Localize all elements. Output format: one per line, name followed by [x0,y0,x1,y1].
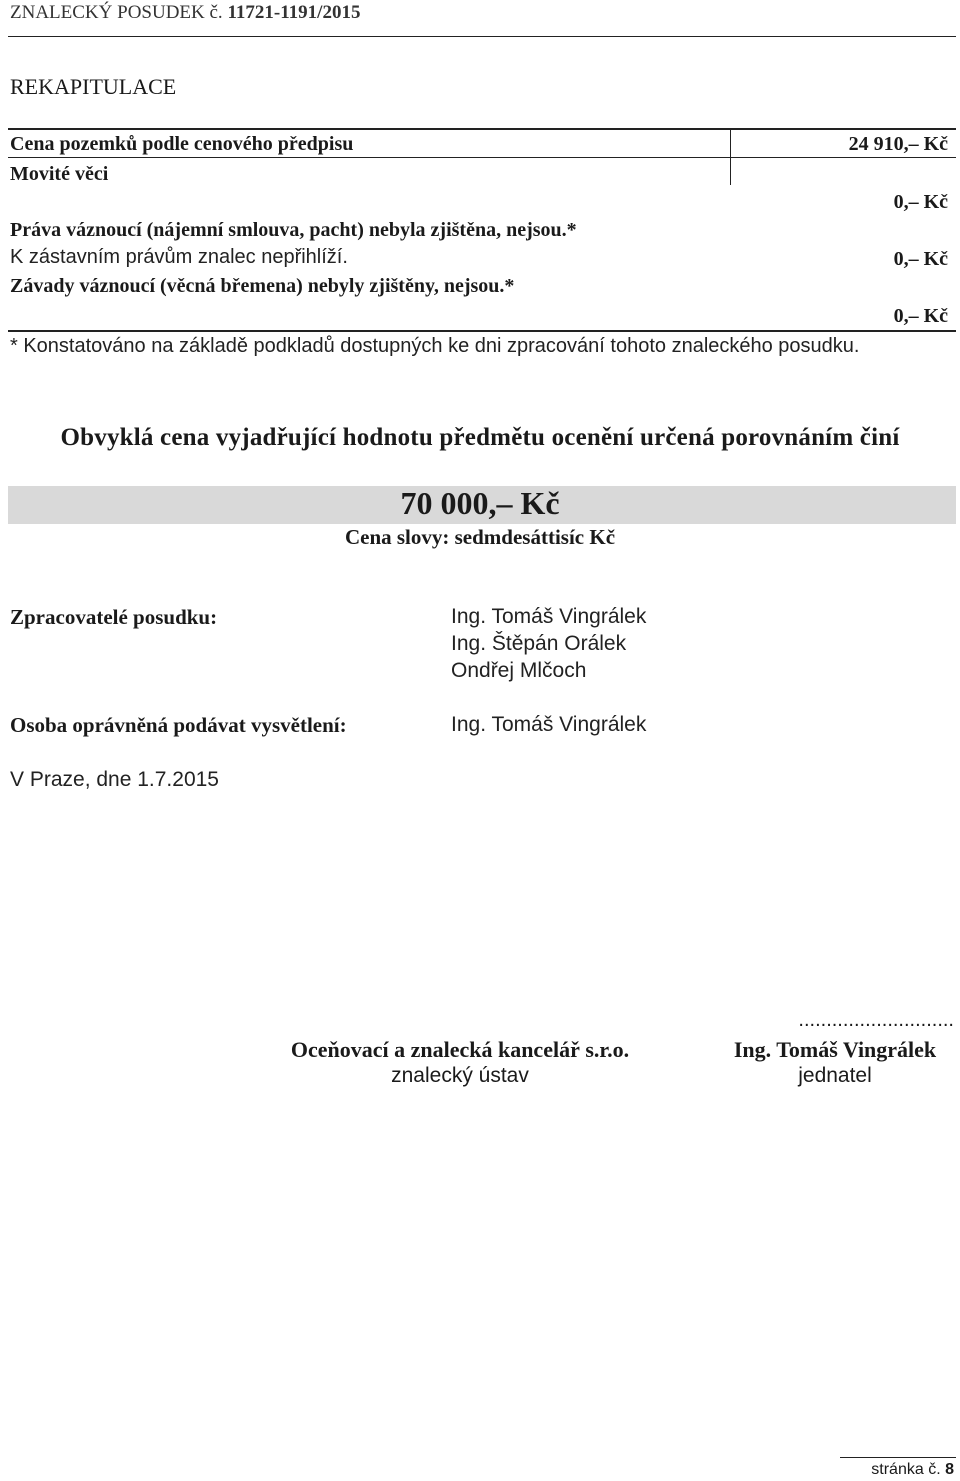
price-in-words: Cena slovy: sedmdesáttisíc Kč [344,525,616,549]
page-number-value: 8 [945,1461,954,1478]
signature-company: Oceňovací a znalecká kancelář s.r.o. [290,1037,630,1062]
page-number [871,1461,954,1479]
signature-person: Ing. Tomáš Vingrálek [733,1037,937,1062]
price-value: 70 000,– Kč [400,485,560,521]
authorized-person-label: Osoba oprávněná podávat vysvětlení: [10,713,347,737]
recap-table [8,128,956,332]
market-value-title: Obvyklá cena vyjadřující hodnotu předmětu ocenění určená porovnáním činí [60,424,900,451]
recap-title: REKAPITULACE [10,74,177,99]
header-number: 11721-1191/2015 [227,2,361,23]
signature-person-role: jednatel [798,1064,872,1087]
recap-row-sublabel: K zástavním právům znalec nepřihlíží. [10,246,348,268]
place-date: V Praze, dne 1.7.2015 [10,768,219,791]
author-name: Ing. Štěpán Orálek [451,632,627,655]
authorized-person-name: Ing. Tomáš Vingrálek [451,713,647,736]
document-header [10,2,360,24]
recap-row-label: Cena pozemků podle cenového předpisu [10,133,354,155]
signature-company-type: znalecký ústav [391,1064,529,1087]
recap-row-amount: 24 910,– Kč [848,133,948,155]
author-name: Ing. Tomáš Vingrálek [451,605,647,628]
recap-row-label: Práva váznoucí (nájemní smlouva, pacht) nebyla zjištěna, nejsou.* [10,219,577,241]
authors-label: Zpracovatelé posudku: [10,605,218,629]
recap-row-label: Závady váznoucí (věcná břemena) nebyly zjištěny, nejsou.* [10,275,515,297]
recap-footnote: * Konstatováno na základě podkladů dostupných ke dni zpracování tohoto znaleckého posudku. [10,335,860,357]
header-rule [8,36,956,37]
recap-row-amount: 0,– Kč [893,305,948,327]
recap-row-label: Movité věci [10,163,109,185]
recap-row-divider [8,157,956,158]
recap-row-amount: 0,– Kč [893,248,948,270]
signature-line: ............................ [798,1009,954,1031]
recap-row-amount: 0,– Kč [893,191,948,213]
footer-rule [840,1457,956,1458]
author-name: Ondřej Mlčoch [451,659,587,682]
header-title: ZNALECKÝ POSUDEK č. [10,2,223,23]
page-label: stránka č. [871,1461,941,1478]
